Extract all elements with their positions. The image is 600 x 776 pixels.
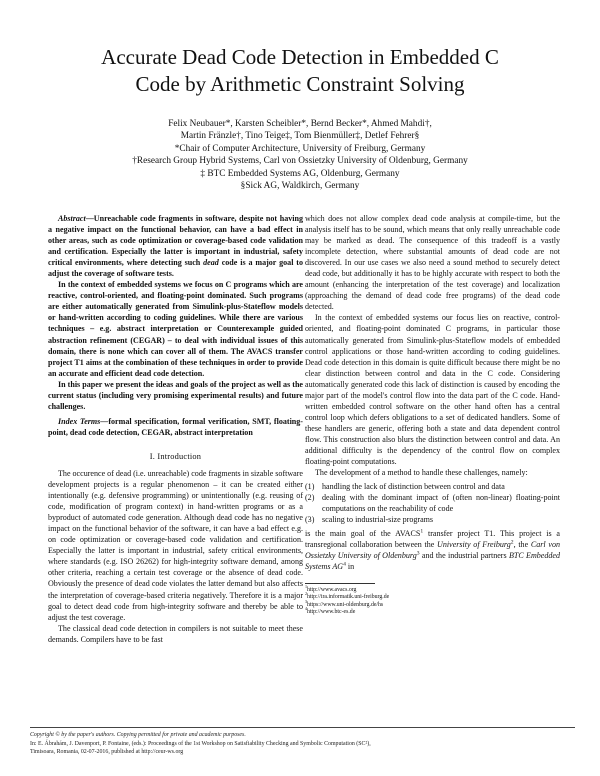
list-item: (2) dealing with the dominant impact of (often non-linear) floating-point computations on the reachability of code	[305, 493, 560, 514]
authors-line-2: Martin Fränzle†, Tino Teige‡, Tom Bienmüller‡, Detlef Fehrer§	[180, 131, 420, 142]
affiliation-4: §Sick AG, Waldkirch, Germany	[240, 181, 360, 192]
intro-paragraph-5: is the main goal of the AVACS$^1$ transfer project T1. This project is a transregional collaboration between the University of Freiburg$^2$, the Carl von Ossietzky University of Oldenburg$^3$ and the industrial partners BTC Embedded Systems $AG^4$ in	[305, 528, 561, 572]
abstract-paragraph-2: In the context of embedded systems we focus on C programs which are reactive, control-oriented, and floating-point dominated. Such programs are either automatically generated from Simulink-plus-Stateflow models or hand-written according to coding guidelines. While there are various techniques – e.g. abstract interpretation or Counterexample guided abstraction refinement (CEGAR) – to deal with individual issues of this domain, there is none which can cover all of them. The AVACS transfer project T1 aims at the combination of these techniques in order to provide an accurate and efficient dead code detection.	[48, 280, 303, 378]
left-column	[48, 213, 303, 645]
footnote: $^1$http://www.avacs.org	[305, 583, 357, 593]
proceedings-line-2: Timisoara, Romania, 02-07-2016, published at http://ceur-ws.org	[30, 749, 184, 756]
intro-paragraph-2-continued: which does not allow complex dead code analysis at compile-time, but the analysis itself has to be sound, which means that only really unreachable code may be marked as dead. The consequence of this tradeoff is a vastly incomplete detection, where substantial amounts of dead code are not discovered. In our use cases we also need a sound method to securely detect dead code, but additionally it has to be highly accurate with respect to both the amount (enhancing the interpretation of the test coverage) and localization (approaching the demand of dead code free programs) of the dead code detected.	[305, 214, 560, 312]
title-line-2: Code by Arithmetic Constraint Solving	[135, 72, 465, 96]
list-item: (3) scaling to industrial-size programs	[305, 515, 434, 525]
footnote-ref: 2	[510, 539, 514, 546]
author-block	[40, 118, 560, 192]
footnote-link[interactable]: http://www.avacs.org	[307, 586, 357, 593]
affiliation-3: ‡ BTC Embedded Systems AG, Oldenburg, Germany	[200, 168, 400, 179]
footnote: $^2$http://ira.informatik.uni-freiburg.de	[305, 591, 390, 601]
title-line-1: Accurate Dead Code Detection in Embedded C	[101, 45, 499, 69]
section-heading-introduction: I. Introduction	[149, 451, 202, 461]
footnote: $^4$http://www.btc-es.de	[305, 606, 356, 616]
footnote: $^3$https://www.uni-oldenburg.de/hs	[305, 598, 384, 608]
paper-title	[40, 44, 560, 98]
copyright-notice: Copyright © by the paper's authors. Copying permitted for private and academic purposes.	[30, 732, 246, 738]
page-footer	[30, 727, 575, 757]
intro-paragraph-4: The development of a method to handle these challenges, namely:	[315, 468, 528, 478]
authors-line-1: Felix Neubauer*, Karsten Scheibler*, Bernd Becker*, Ahmed Mahdi†,	[168, 119, 432, 129]
footnote-ref: 4	[343, 561, 346, 568]
abstract-paragraph-3: In this paper we present the ideas and goals of the project as well as the current status (including very promising experimental results) and future challenges.	[48, 379, 303, 411]
intro-paragraph-3: In the context of embedded systems our focus lies on reactive, control-oriented, and floating-point dominated C programs, in particular those automatically generated from Simulink-plus-Stateflow models of embedded control applications or those hand-written according to coding guidelines. Dead code detection in this domain is quite difficult because there might be no clear distinction between control and data in the C code. Considering automatically generated code this lack of distinction is caused by encoding the major part of the model's control flow into the data part of the C code. Hand-written embedded control software on the other hand often has a central control loop which defers obligations to a set of dedicated handlers. Some of these handlers are generic, offering both a state and data dependent control flow. This construction also blurs the distinction between control and data. An additional difficulty is the dependency of the control flow on complex floating-point computations.	[305, 313, 560, 467]
footnote-ref: 3	[416, 550, 420, 557]
affiliation-2: †Research Group Hybrid Systems, Carl von Ossietzky University of Oldenburg, Germany	[132, 156, 468, 167]
challenge-list	[305, 481, 560, 525]
footnote-link[interactable]: https://www.uni-oldenburg.de/hs	[307, 601, 384, 608]
list-item: (1) handling the lack of distinction between control and data	[305, 482, 505, 492]
intro-paragraph-2-start: The classical dead code detection in compilers is not suitable to meet these demands. Compilers have to be fast	[48, 623, 303, 644]
abstract-paragraph-1: Abstract—Unreachable code fragments in software, despite not having a negative impact on the functional behavior, can have a bad effect in other areas, such as code optimization or coverage-based code validation and certification. Especially the latter is important in industrial, safety critical environments, where detecting such dead code is a major goal to adjust the coverage of software tests.	[48, 214, 304, 279]
affiliation-1: *Chair of Computer Architecture, University of Freiburg, Germany	[174, 143, 426, 154]
footnote-link[interactable]: http://ira.informatik.uni-freiburg.de	[307, 594, 390, 601]
footnotes	[305, 583, 560, 617]
intro-paragraph-1: The occurence of dead (i.e. unreachable) code fragments in sizable software development projects is a regular phenomenon – it can be created either intentionally (e.g. defensive programming) or unintentionally (e.g. reusing of code, modification of program context) in hand-written programs or as a byproduct of automated code generation. Although dead code has no negative impact on the functional behavior of the software, it can have a bad effect e.g. on code optimization or coverage-based code validation and certification. Especially the latter is important in industrial, safety critical environments, where standards (e.g. ISO 26262) for high-integrity software demand, among other criteria, reaching a certain test coverage or the absence of dead code. Obviously the presence of dead code violates the latter demand but also affects the interpretation of coverage-based criteria negatively. Therefore it is a major goal to detect dead code from high-integrity software and thereby be able to adjust the test coverage.	[48, 468, 303, 622]
footnote-ref: 1	[420, 528, 424, 535]
footnote-link[interactable]: http://www.btc-es.de	[307, 609, 356, 616]
abstract-label: Abstract	[58, 214, 86, 223]
index-terms: Index Terms—formal specification, formal verification, SMT, floating-point, dead code detection, CEGAR, abstract interpretation	[48, 416, 303, 437]
right-column	[305, 213, 560, 617]
index-terms-label: Index Terms	[58, 416, 101, 426]
proceedings-line-1: In: E. Ábrahám, J. Davenport, P. Fontaine, (eds.): Proceedings of the 1st Workshop on Satisfiability Checking and Symbolic Computation (SC²),	[30, 740, 371, 747]
